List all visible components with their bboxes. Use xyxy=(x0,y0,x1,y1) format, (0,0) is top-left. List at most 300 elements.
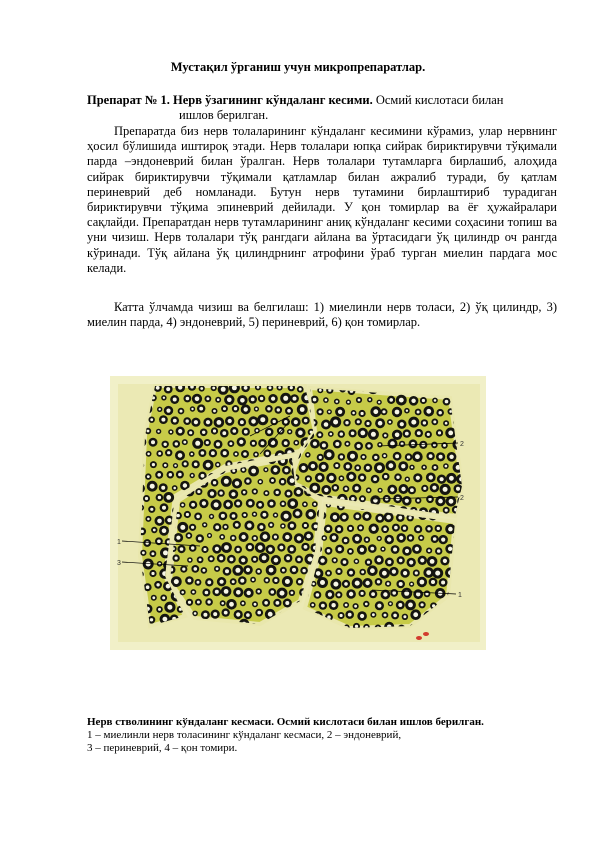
axon-cylinder xyxy=(219,556,223,560)
axon-cylinder xyxy=(151,572,154,575)
axon-cylinder xyxy=(409,536,412,539)
axon-cylinder xyxy=(216,567,219,570)
axon-cylinder xyxy=(382,410,385,413)
axon-cylinder xyxy=(162,528,167,533)
axon-cylinder xyxy=(435,571,440,576)
axon-cylinder xyxy=(421,443,425,447)
axon-cylinder xyxy=(200,387,203,390)
axon-cylinder xyxy=(366,538,369,541)
axon-cylinder xyxy=(166,495,171,500)
axon-cylinder xyxy=(210,492,214,496)
axon-cylinder xyxy=(178,453,183,458)
axon-cylinder xyxy=(377,465,382,470)
axon-cylinder xyxy=(378,421,383,426)
axon-cylinder xyxy=(371,526,376,531)
axon-cylinder xyxy=(270,524,273,527)
axon-cylinder xyxy=(207,580,211,584)
axon-cylinder xyxy=(318,433,321,436)
axon-cylinder xyxy=(326,527,330,531)
axon-cylinder xyxy=(437,549,440,552)
axon-cylinder xyxy=(379,444,381,446)
axon-cylinder xyxy=(203,548,206,551)
axon-cylinder xyxy=(147,430,150,433)
axon-cylinder xyxy=(411,466,413,468)
axon-cylinder xyxy=(224,526,227,529)
axon-cylinder xyxy=(270,502,274,506)
axon-cylinder xyxy=(229,557,233,561)
axon-cylinder xyxy=(322,443,326,447)
axon-cylinder xyxy=(263,513,267,517)
axon-cylinder xyxy=(178,429,182,433)
axon-cylinder xyxy=(405,432,409,436)
axon-cylinder xyxy=(206,441,209,444)
axon-cylinder xyxy=(206,420,210,424)
axon-cylinder xyxy=(232,537,235,540)
axon-cylinder xyxy=(271,590,275,594)
axon-cylinder xyxy=(248,545,252,549)
axon-cylinder xyxy=(358,399,361,402)
axon-cylinder xyxy=(422,399,425,402)
axon-cylinder xyxy=(338,410,342,414)
axon-cylinder xyxy=(232,469,235,472)
axon-cylinder xyxy=(210,515,212,517)
axon-cylinder xyxy=(362,456,365,459)
axon-cylinder xyxy=(241,535,245,539)
axon-cylinder xyxy=(287,492,291,496)
axon-cylinder xyxy=(383,527,387,531)
axon-cylinder xyxy=(162,596,165,599)
axon-cylinder xyxy=(255,408,257,410)
axon-cylinder xyxy=(280,591,285,596)
axon-cylinder xyxy=(291,591,294,594)
axon-cylinder xyxy=(434,466,437,469)
axon-cylinder xyxy=(187,534,190,537)
axon-cylinder xyxy=(420,580,425,585)
axon-cylinder xyxy=(224,479,229,484)
axon-cylinder xyxy=(449,499,454,504)
axon-cylinder xyxy=(417,431,421,435)
axon-cylinder xyxy=(411,399,415,403)
axon-cylinder xyxy=(374,456,377,459)
axon-cylinder xyxy=(337,593,340,596)
axon-cylinder xyxy=(152,463,155,466)
axon-cylinder xyxy=(456,487,460,491)
axon-cylinder xyxy=(246,568,250,572)
axon-cylinder xyxy=(445,509,448,512)
axon-cylinder xyxy=(223,407,226,410)
axon-cylinder xyxy=(178,473,182,477)
axon-cylinder xyxy=(258,545,263,550)
axon-cylinder xyxy=(392,570,396,574)
axon-cylinder xyxy=(247,591,251,595)
axon-cylinder xyxy=(448,547,452,551)
axon-cylinder xyxy=(348,613,352,617)
axon-cylinder xyxy=(244,386,248,390)
axon-cylinder xyxy=(282,502,285,505)
axon-cylinder xyxy=(361,571,364,574)
nerve-cross-section-figure xyxy=(110,376,486,650)
axon-cylinder xyxy=(439,455,443,459)
axon-cylinder xyxy=(213,410,216,413)
axon-cylinder xyxy=(365,514,369,518)
axon-cylinder xyxy=(194,567,198,571)
axon-cylinder xyxy=(360,431,365,436)
axon-cylinder xyxy=(255,453,258,456)
axon-cylinder xyxy=(372,613,375,616)
axon-cylinder xyxy=(164,464,167,467)
axon-cylinder xyxy=(147,475,150,478)
axon-cylinder xyxy=(395,454,399,458)
axon-cylinder xyxy=(417,499,420,502)
axon-cylinder xyxy=(340,477,343,480)
preparation-heading-line2: ишлов берилган. xyxy=(179,108,269,123)
axon-cylinder xyxy=(304,524,307,527)
axon-cylinder xyxy=(383,592,387,596)
axon-cylinder xyxy=(253,513,255,515)
axon-cylinder xyxy=(415,571,418,574)
axon-cylinder xyxy=(228,419,232,423)
axon-cylinder xyxy=(327,549,331,553)
axon-cylinder xyxy=(325,399,328,402)
axon-cylinder xyxy=(210,557,213,560)
axon-cylinder xyxy=(311,464,315,468)
axon-cylinder xyxy=(236,590,241,595)
axon-cylinder xyxy=(170,431,172,433)
axon-cylinder xyxy=(312,583,315,586)
blood-vessel xyxy=(423,632,429,636)
axon-cylinder xyxy=(371,592,375,596)
axon-cylinder xyxy=(261,441,265,445)
axon-cylinder xyxy=(373,477,377,481)
axon-cylinder xyxy=(324,422,329,427)
axon-cylinder xyxy=(410,488,414,492)
axon-cylinder xyxy=(349,474,354,479)
axon-cylinder xyxy=(355,486,359,490)
axon-cylinder xyxy=(354,605,357,608)
axon-cylinder xyxy=(379,489,381,491)
axon-cylinder xyxy=(433,420,436,423)
axon-cylinder xyxy=(213,429,216,432)
axon-cylinder xyxy=(229,442,232,445)
axon-cylinder xyxy=(324,488,328,492)
axon-cylinder xyxy=(167,518,171,522)
axon-cylinder xyxy=(257,386,260,389)
preparation-heading-rest: Осмий кислотаси билан xyxy=(372,93,504,107)
axon-cylinder xyxy=(282,525,285,528)
axon-cylinder xyxy=(308,512,313,517)
axon-cylinder xyxy=(302,569,305,572)
axon-cylinder xyxy=(290,524,294,528)
axon-cylinder xyxy=(445,400,449,404)
axon-cylinder xyxy=(157,519,162,524)
axon-cylinder xyxy=(378,401,380,403)
axon-cylinder xyxy=(173,419,177,423)
axon-cylinder xyxy=(166,387,170,391)
preparation-heading: Препарат № 1. Нерв ўзагининг кўндаланг кесими. xyxy=(87,93,373,107)
axon-cylinder xyxy=(236,612,240,616)
axon-cylinder xyxy=(273,420,276,423)
axon-cylinder xyxy=(262,556,267,561)
axon-cylinder xyxy=(166,409,170,413)
axon-cylinder xyxy=(427,527,430,530)
axon-cylinder xyxy=(180,525,185,530)
axon-cylinder xyxy=(174,579,179,584)
axon-cylinder xyxy=(387,537,391,541)
axon-cylinder xyxy=(167,605,172,610)
axon-cylinder xyxy=(311,604,314,607)
axon-cylinder xyxy=(405,549,409,553)
axon-cylinder xyxy=(441,538,445,542)
axon-cylinder xyxy=(260,417,265,422)
axon-cylinder xyxy=(316,571,321,576)
axon-cylinder xyxy=(334,486,337,489)
axon-cylinder xyxy=(438,499,443,504)
axon-cylinder xyxy=(290,478,295,483)
axon-cylinder xyxy=(191,474,193,476)
axon-cylinder xyxy=(158,452,161,455)
axon-cylinder xyxy=(384,434,387,437)
axon-cylinder xyxy=(420,537,423,540)
axon-cylinder xyxy=(284,514,289,519)
axon-cylinder xyxy=(335,464,338,467)
axon-cylinder xyxy=(199,407,203,411)
axon-cylinder xyxy=(164,443,167,446)
axon-cylinder xyxy=(434,399,437,402)
axon-cylinder xyxy=(221,514,225,518)
axon-cylinder xyxy=(292,568,296,572)
axon-cylinder xyxy=(157,473,161,477)
axon-cylinder xyxy=(180,547,184,551)
axon-cylinder xyxy=(429,454,433,458)
axon-cylinder xyxy=(267,407,270,410)
axon-cylinder xyxy=(314,525,318,529)
axon-cylinder xyxy=(314,503,317,506)
axon-cylinder xyxy=(201,474,205,478)
axon-cylinder xyxy=(423,487,426,490)
axon-cylinder xyxy=(151,440,155,444)
axon-cylinder xyxy=(308,557,313,562)
axon-cylinder xyxy=(441,581,445,585)
axon-cylinder xyxy=(254,603,257,606)
axon-cylinder xyxy=(398,516,402,520)
axon-cylinder xyxy=(332,536,336,540)
axon-cylinder xyxy=(222,431,226,435)
description-paragraph: Препаратда биз нерв толаларининг кўндаланг кесимини кўрамиз, улар нервнинг ҳосил бўлишида иштироқ этади. Нерв толалари юпқа сийрак бириктирувчи тўқимали парда –эндоневрий билан ўралган. Нерв толалари тутамларга бирлашиб, алоҳида сийрак бириктирувчи тўқимали қатламлар билан ажралиб туради, бу қатлам периневрий деб номланади. Бутун нерв тутамини бирлаштириб турадиган бириктирувчи тўқима эпиневрий дейилади. У қон томирлар ва ёғ ҳужайралари сақлайди. Препаратдан нерв тутамларининг аниқ кўндаланг кесими соҳасини топиш ва уни чизиш. Нерв толалари тўқ рангдаги айлана ва ўртасидаги ўқ цилиндр оч рангда кўринади. Тўқ айлана ўқ цилиндрнинг атрофини ўраб турган миелин пардага мос келади. xyxy=(87,124,557,275)
axon-cylinder xyxy=(355,537,360,542)
axon-cylinder xyxy=(333,420,338,425)
axon-cylinder xyxy=(361,412,364,415)
axon-cylinder xyxy=(335,442,339,446)
axon-cylinder xyxy=(409,560,413,564)
axon-cylinder xyxy=(329,476,334,481)
axon-cylinder xyxy=(158,608,161,611)
task-paragraph: Катта ўлчамда чизиш ва белгилаш: 1) миелинли нерв толаси, 2) ўқ цилиндр, 3) миелин парда, 4) эндоневрий, 5) периневрий, 6) қон томирлар. xyxy=(87,300,557,330)
axon-cylinder xyxy=(370,547,374,551)
label-1-left: 1 xyxy=(117,539,121,546)
axon-cylinder xyxy=(336,400,339,403)
axon-cylinder xyxy=(234,407,237,410)
axon-cylinder xyxy=(399,398,404,403)
axon-cylinder xyxy=(191,526,194,529)
axon-cylinder xyxy=(183,483,187,487)
axon-cylinder xyxy=(217,398,220,401)
axon-cylinder xyxy=(268,547,272,551)
axon-cylinder xyxy=(257,570,260,573)
axon-cylinder xyxy=(265,469,267,471)
axon-cylinder xyxy=(251,419,256,424)
axon-cylinder xyxy=(268,612,273,617)
axon-cylinder xyxy=(377,604,381,608)
axon-cylinder xyxy=(224,589,229,594)
axon-cylinder xyxy=(191,453,193,455)
axon-cylinder xyxy=(430,559,435,564)
axon-cylinder xyxy=(205,591,209,595)
axon-cylinder xyxy=(327,452,332,457)
axon-cylinder xyxy=(333,582,338,587)
axon-cylinder xyxy=(417,411,420,414)
axon-cylinder xyxy=(384,614,387,617)
axon-cylinder xyxy=(377,558,381,562)
axon-cylinder xyxy=(356,466,359,469)
axon-cylinder xyxy=(382,571,387,576)
axon-cylinder xyxy=(146,585,150,589)
axon-cylinder xyxy=(199,558,202,561)
axon-cylinder xyxy=(235,453,238,456)
axon-cylinder xyxy=(150,418,153,421)
axon-cylinder xyxy=(277,408,280,411)
axon-cylinder xyxy=(403,615,406,618)
axon-cylinder xyxy=(298,430,303,435)
axon-cylinder xyxy=(395,410,400,415)
axon-cylinder xyxy=(294,420,298,424)
axon-cylinder xyxy=(235,523,239,527)
axon-cylinder xyxy=(207,600,210,603)
axon-cylinder xyxy=(389,603,391,605)
axon-cylinder xyxy=(338,547,342,551)
axon-cylinder xyxy=(389,398,393,402)
axon-cylinder xyxy=(440,477,444,481)
label-3-left: 3 xyxy=(117,560,121,567)
axon-cylinder xyxy=(215,590,219,594)
axon-cylinder xyxy=(186,513,189,516)
axon-cylinder xyxy=(439,411,442,414)
axon-cylinder xyxy=(349,592,353,596)
axon-cylinder xyxy=(370,568,375,573)
axon-cylinder xyxy=(323,537,326,540)
axon-cylinder xyxy=(211,451,215,455)
axon-cylinder xyxy=(175,442,178,445)
axon-cylinder xyxy=(349,550,352,553)
axon-cylinder xyxy=(449,476,454,481)
axon-cylinder xyxy=(283,396,288,401)
axon-cylinder xyxy=(282,569,285,572)
axon-cylinder xyxy=(392,591,396,595)
axon-cylinder xyxy=(248,501,252,505)
axon-cylinder xyxy=(244,430,248,434)
axon-cylinder xyxy=(217,463,220,466)
axon-cylinder xyxy=(394,526,398,530)
axon-cylinder xyxy=(215,547,219,551)
axon-cylinder xyxy=(150,618,153,621)
axon-cylinder xyxy=(284,468,288,472)
axon-cylinder xyxy=(158,496,161,499)
axon-cylinder xyxy=(265,579,268,582)
axon-cylinder xyxy=(251,398,255,402)
axon-cylinder xyxy=(357,444,361,448)
axon-cylinder xyxy=(156,583,159,586)
axon-cylinder xyxy=(328,592,332,596)
axon-cylinder xyxy=(371,432,376,437)
axon-cylinder xyxy=(240,420,244,424)
axon-cylinder xyxy=(147,453,150,456)
axon-cylinder xyxy=(330,433,333,436)
axon-cylinder xyxy=(321,465,326,470)
axon-cylinder xyxy=(318,475,322,479)
axon-cylinder xyxy=(377,580,380,583)
page-title: Мустақил ўрганиш учун микропрепаратлар. xyxy=(170,60,426,74)
axon-cylinder xyxy=(313,442,317,446)
axon-cylinder xyxy=(410,583,412,585)
axon-cylinder xyxy=(276,491,279,494)
axon-cylinder xyxy=(151,552,154,555)
axon-cylinder xyxy=(246,479,249,482)
axon-cylinder xyxy=(360,476,364,480)
axon-cylinder xyxy=(432,486,436,490)
axon-cylinder xyxy=(224,611,228,615)
axon-cylinder xyxy=(359,526,362,529)
axon-cylinder xyxy=(365,581,369,585)
axon-cylinder xyxy=(333,559,336,562)
axon-cylinder xyxy=(431,580,435,584)
axon-cylinder xyxy=(428,549,431,552)
axon-cylinder xyxy=(198,537,202,541)
axon-cylinder xyxy=(413,612,418,617)
axon-cylinder xyxy=(260,397,263,400)
axon-cylinder xyxy=(276,601,280,605)
axon-cylinder xyxy=(159,408,161,410)
axon-cylinder xyxy=(351,432,355,436)
axon-cylinder xyxy=(202,569,205,572)
axon-cylinder xyxy=(426,570,431,575)
axon-cylinder xyxy=(243,514,246,517)
axon-cylinder xyxy=(173,487,176,490)
axon-cylinder xyxy=(145,497,148,500)
axon-cylinder xyxy=(186,419,189,422)
axon-cylinder xyxy=(301,466,305,470)
axon-cylinder xyxy=(320,558,324,562)
axon-cylinder xyxy=(175,557,178,560)
axon-cylinder xyxy=(162,506,166,510)
axon-cylinder xyxy=(278,386,281,389)
axon-cylinder xyxy=(389,463,394,468)
axon-cylinder xyxy=(194,420,198,424)
axon-cylinder xyxy=(180,410,183,413)
axon-cylinder xyxy=(373,409,378,414)
nerve-cross-section-illustration xyxy=(110,376,486,650)
axon-cylinder xyxy=(396,476,399,479)
axon-cylinder xyxy=(150,508,153,511)
axon-cylinder xyxy=(337,527,341,531)
axon-cylinder xyxy=(342,515,346,519)
axon-cylinder xyxy=(290,501,295,506)
axon-cylinder xyxy=(181,591,184,594)
axon-cylinder xyxy=(191,408,193,410)
preparation-heading-block xyxy=(87,93,557,124)
axon-cylinder xyxy=(243,491,246,494)
axon-cylinder xyxy=(189,431,192,434)
axon-cylinder xyxy=(355,581,360,586)
axon-cylinder xyxy=(320,580,325,585)
